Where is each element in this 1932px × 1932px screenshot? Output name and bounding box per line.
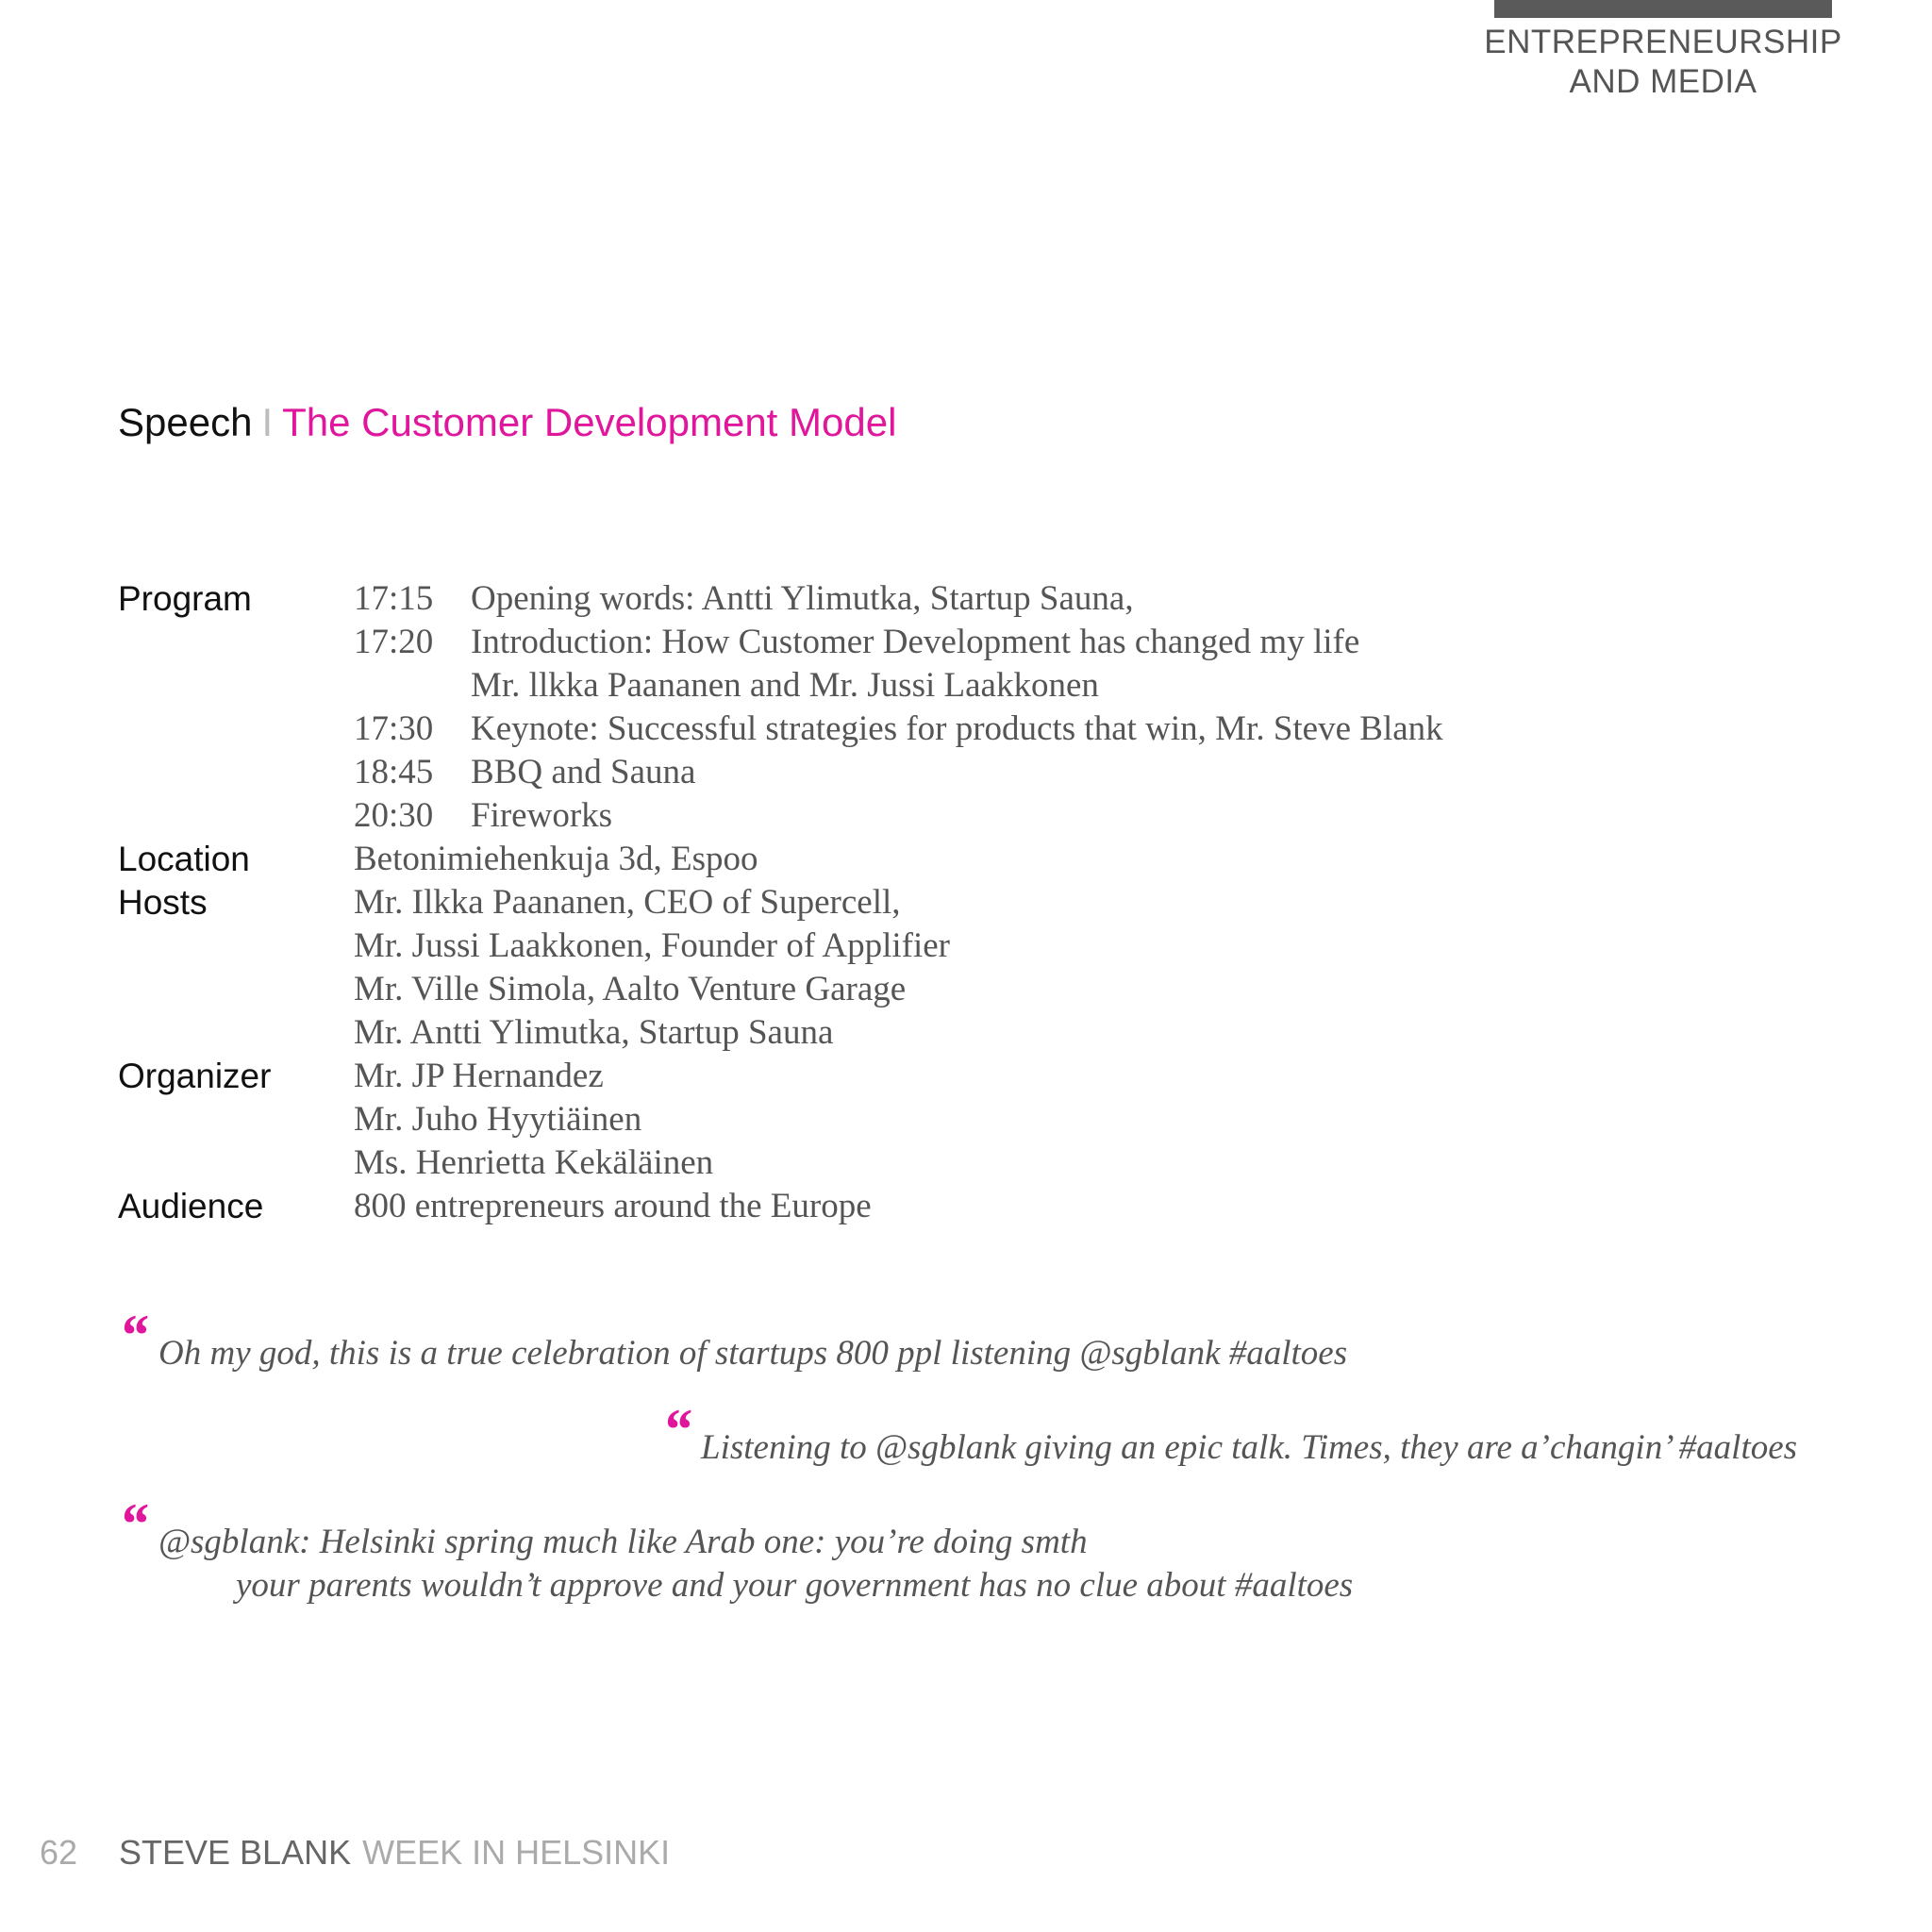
- hosts-list: [354, 881, 1533, 1055]
- audience-value: 800 entrepreneurs around the Europe: [354, 1187, 872, 1225]
- location-value: Betonimiehenkuja 3d, Espoo: [354, 840, 758, 878]
- section-label-line2: AND MEDIA: [1569, 63, 1757, 100]
- program-text: BBQ and Sauna: [471, 753, 696, 791]
- program-list: [354, 577, 1533, 838]
- program-text: Mr. llkka Paananen and Mr. Jussi Laakkonen: [471, 666, 1099, 705]
- program-item: [354, 708, 1533, 751]
- program-item: [354, 577, 1533, 621]
- program-time: 17:15: [354, 579, 434, 618]
- page-title: [118, 398, 896, 447]
- footer-book: WEEK IN HELSINKI: [362, 1833, 671, 1872]
- location-label: Location: [118, 840, 250, 878]
- location-row: [118, 838, 1533, 881]
- program-time: 17:20: [354, 623, 434, 661]
- host-item: Mr. Ilkka Paananen, CEO of Supercell,: [354, 883, 901, 922]
- footer-name: STEVE BLANK: [119, 1833, 352, 1872]
- quote-mark-icon: “: [119, 1304, 148, 1368]
- hosts-label: Hosts: [118, 883, 208, 922]
- program-text: Fireworks: [471, 796, 613, 835]
- section-label-line1: ENTREPRENEURSHIP: [1484, 24, 1842, 60]
- page-number: 62: [40, 1833, 78, 1872]
- title-separator: I: [261, 400, 274, 444]
- program-item: [354, 751, 1533, 794]
- organizer-item: Ms. Henrietta Kekäläinen: [354, 1143, 714, 1182]
- organizer-item: Mr. JP Hernandez: [354, 1057, 604, 1095]
- quote-mark-icon: “: [662, 1398, 691, 1462]
- program-text: Introduction: How Customer Development has changed my life: [471, 623, 1360, 661]
- program-time: 18:45: [354, 753, 434, 791]
- title-name: The Customer Development Model: [282, 400, 897, 444]
- audience-label: Audience: [118, 1187, 264, 1225]
- host-item: Mr. Jussi Laakkonen, Founder of Applifier: [354, 926, 950, 965]
- program-item: [354, 621, 1533, 664]
- host-item: Mr. Ville Simola, Aalto Venture Garage: [354, 970, 907, 1008]
- program-time: 20:30: [354, 796, 434, 835]
- program-item: [354, 794, 1533, 838]
- section-label: [1472, 23, 1855, 102]
- hosts-row: [118, 881, 1533, 1055]
- program-label: Program: [118, 579, 252, 618]
- quote-2: Listening to @sgblank giving an epic talk. Times, they are a’changin’ #aaltoes: [701, 1428, 1798, 1467]
- title-kind: Speech: [118, 400, 253, 444]
- organizer-list: [354, 1055, 1533, 1185]
- organizer-row: [118, 1055, 1533, 1185]
- quote-mark-icon: “: [119, 1492, 148, 1557]
- program-row: [118, 577, 1533, 838]
- program-text: Opening words: Antti Ylimutka, Startup Sauna,: [471, 579, 1134, 618]
- host-item: Mr. Antti Ylimutka, Startup Sauna: [354, 1013, 834, 1052]
- program-time: 17:30: [354, 709, 434, 748]
- quote-1: Oh my god, this is a true celebration of startups 800 ppl listening @sgblank #aaltoes: [158, 1334, 1348, 1373]
- event-info: [118, 577, 1533, 1228]
- section-tab-bar: [1494, 0, 1832, 18]
- organizer-item: Mr. Juho Hyytiäinen: [354, 1100, 642, 1139]
- quote-3-line2: your parents wouldn’t approve and your government has no clue about #aaltoes: [236, 1566, 1354, 1605]
- audience-row: [118, 1185, 1533, 1228]
- quote-3-line1: @sgblank: Helsinki spring much like Arab one: you’re doing smth: [158, 1523, 1088, 1561]
- program-item: [354, 664, 1533, 708]
- organizer-label: Organizer: [118, 1057, 272, 1095]
- page-footer: [40, 1832, 670, 1874]
- quote-3: [158, 1521, 1353, 1607]
- program-text: Keynote: Successful strategies for products that win, Mr. Steve Blank: [471, 709, 1443, 748]
